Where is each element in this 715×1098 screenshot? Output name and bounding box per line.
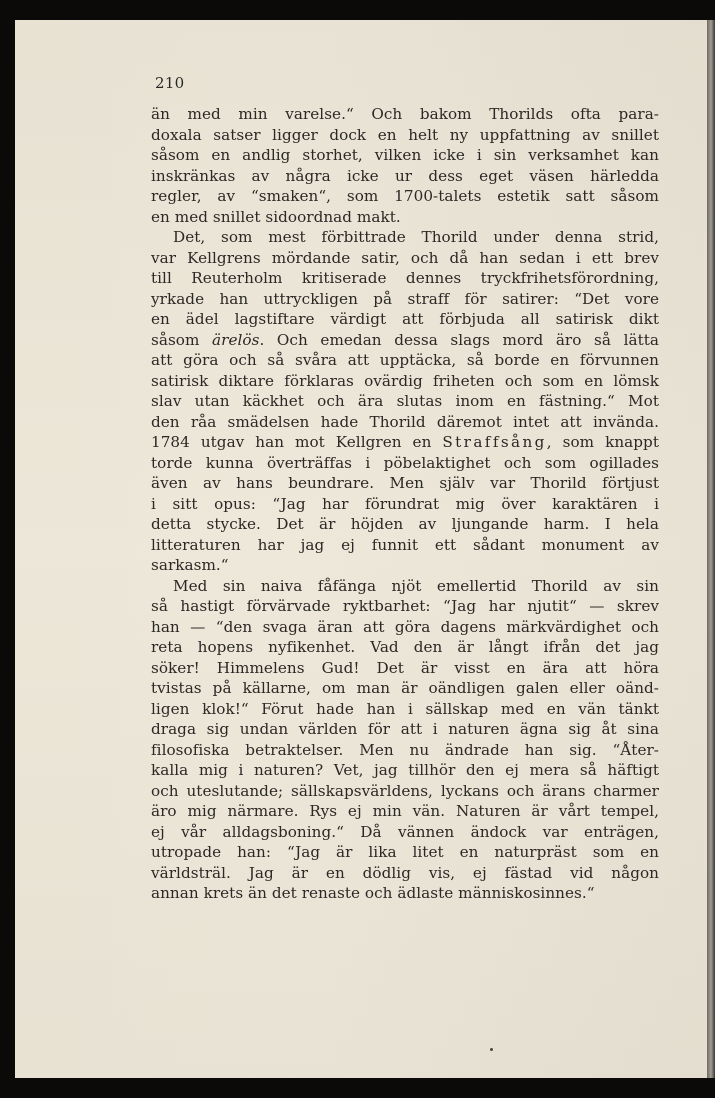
text-line: sarkasm.“ [151,556,229,574]
text-line: filosofiska betraktelser. Men nu ändrade han sig. “Åter- [151,740,659,759]
italic-word: ärelös [212,330,260,349]
text-line: äro mig närmare. Rys ej min vän. Naturen är vårt tempel, [151,802,659,820]
text-line: draga sig undan världen för att i naturen ägna sig åt sina [151,720,659,738]
text-line: såsom ärelös. Och emedan dessa slags mord äro så lätta [151,330,659,349]
text-line: kalla mig i naturen? Vet, jag tillhör den ej mera så häftigt [151,761,659,779]
text-line: än med min varelse.“ Och bakom Thorilds ofta para- [151,105,659,123]
text-line: utropade han: “Jag är lika litet en naturpräst som en [151,843,659,861]
text-line: han — “den svaga äran att göra dagens märkvärdighet och [151,617,659,636]
body-text [151,104,659,904]
text-line: och uteslutande; sällskapsvärldens, lyckans och ärans charmer [151,781,659,800]
text-line: söker! Himmelens Gud! Det är visst en ära att höra [151,658,659,677]
text-line: 1784 utgav han mot Kellgren en Straffsång, som knappt [151,433,659,451]
text-line: torde kunna överträffas i pöbelaktighet och som ogillades [151,453,659,472]
page-number: 210 [155,74,185,92]
page-edge [707,20,715,1078]
text-line: doxala satser ligger dock en helt ny uppfattning av snillet [151,125,659,144]
text-line: Med sin naiva fåfänga njöt emellertid Thorild av sin [173,576,659,595]
text-line: världsträl. Jag är en dödlig vis, ej fästad vid någon [151,863,659,882]
text-line: till Reuterholm kritiserade dennes tryckfrihetsförordning, [151,269,659,287]
text-line: var Kellgrens mördande satir, och då han sedan i ett brev [151,248,659,267]
text-line: ligen klok!“ Förut hade han i sällskap med en vän tänkt [151,699,659,718]
text-line: annan krets än det renaste och ädlaste människosinnes.“ [151,884,595,902]
text-line: slav utan käckhet och ära slutas inom en fästning.“ Mot [151,392,659,410]
text-line: yrkade han uttryckligen på straff för satirer: “Det vore [151,289,659,308]
text-line: i sitt opus: “Jag har förundrat mig över karaktären i [151,494,659,513]
ink-speck [490,1048,493,1051]
text-line: såsom en andlig storhet, vilken icke i sin verksamhet kan [151,146,659,164]
text-line: en ädel lagstiftare värdigt att förbjuda all satirisk dikt [151,310,659,328]
text-line: så hastigt förvärvade ryktbarhet: “Jag har njutit“ — skrev [151,597,659,615]
text-line: en med snillet sidoordnad makt. [151,207,401,226]
text-line: detta stycke. Det är höjden av ljungande harm. I hela [151,515,659,533]
text-line: även av hans beundrare. Men själv var Thorild förtjust [151,474,659,492]
text-line: den råa smädelsen hade Thorild däremot intet att invända. [151,412,659,431]
text-line: Det, som mest förbittrade Thorild under denna strid, [173,228,659,246]
text-line: satirisk diktare förklaras ovärdig friheten och som en lömsk [151,371,659,390]
text-line: reta hopens nyfikenhet. Vad den är långt ifrån det jag [151,638,659,656]
text-line: tvistas på källarne, om man är oändligen galen eller oänd- [151,679,659,697]
text-line: inskränkas av några icke ur dess eget väsen härledda [151,166,659,185]
spaced-title: Straffsång [442,433,547,451]
text-line: ej vår alldagsboning.“ Då vännen ändock var enträgen, [151,822,659,841]
text-line: regler, av “smaken“, som 1700-talets estetik satt såsom [151,187,659,205]
text-line: litteraturen har jag ej funnit ett sådant monument av [151,535,659,554]
text-line: att göra och så svåra att upptäcka, så borde en förvunnen [151,351,659,369]
